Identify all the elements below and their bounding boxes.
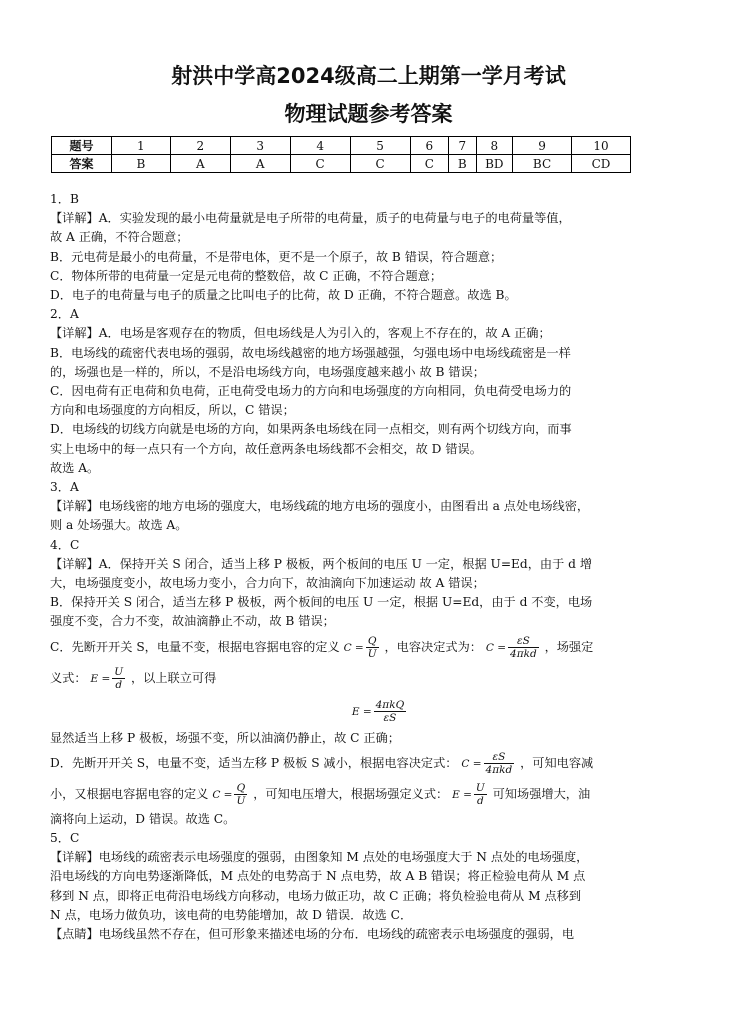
explanation-line-with-formulas [50, 748, 690, 779]
text-segment: 可知场强增大，油 [492, 786, 591, 801]
explanation-line: 【详解】A．实验发现的最小电荷量就是电子所带的电荷量，质子的电荷量与电子的电荷量等值， [50, 211, 571, 226]
formula-label: C = [461, 757, 482, 770]
page-subtitle: 物理试题参考答案 [284, 102, 453, 126]
fraction-field-definition [474, 782, 487, 807]
answer-cell: C [350, 155, 410, 173]
answer-cell: CD [572, 155, 631, 173]
text-segment: ，场强定 [544, 639, 594, 654]
text-segment: ，以上联立可得 [130, 670, 217, 685]
explanation-line-with-formulas [50, 779, 690, 810]
answer-cell: B [111, 155, 170, 173]
formula-label: C = [212, 788, 233, 801]
explanation-line: 则 a 处场强大。故选 A。 [50, 518, 188, 533]
explanation-line: D．电子的电荷量与电子的质量之比叫电子的比荷，故 D 正确，不符合题意。故选 B。 [50, 288, 517, 303]
number-cell: 9 [513, 137, 572, 155]
explanation-line: 方向和电场强度的方向相反，所以，C 错误； [50, 403, 295, 418]
explanation-line: 移到 N 点，即将正电荷沿电场线方向移动，电场力做正功，故 C 正确；将负检验电荷从 M 点移到 [50, 888, 582, 903]
explanation-line: C．物体所带的电荷量一定是元电荷的整数倍，故 C 正确，不符合题意； [50, 268, 443, 283]
fraction-numerator: Q [366, 635, 379, 648]
explanation-line: 滴将向上运动，D 错误。故选 C。 [50, 811, 236, 826]
page-title: 射洪中学高2024级高二上期第一学月考试 [171, 64, 566, 88]
explanation-line: B．保持开关 S 闭合，适当左移 P 极板，两个板间的电压 U 一定，根据 U=Ed，由于 d 不变，电场 [50, 595, 593, 610]
question-heading: 2．A [50, 307, 79, 322]
answer-cell: B [449, 155, 476, 173]
explanation-line: 故 A 正确，不符合题意； [50, 230, 189, 245]
text-segment: ，可知电容减 [520, 755, 594, 770]
formula-label: C = [343, 641, 364, 654]
fraction-denominator: U [236, 794, 246, 807]
fraction-denominator: 4πkd [485, 763, 513, 776]
text-segment: 义式： [50, 670, 87, 685]
number-cell: 8 [476, 137, 513, 155]
fraction-numerator: U [114, 665, 124, 678]
answer-cell: BC [513, 155, 572, 173]
fraction-numerator: εS [484, 751, 515, 764]
explanation-line-with-formulas [50, 632, 690, 663]
explanation-line: C．因电荷有正电荷和负电荷，正电荷受电场力的方向和电场强度的方向相同，负电荷受电场力的 [50, 384, 572, 399]
fraction-numerator: Q [234, 782, 247, 795]
explanation-line: 【点睛】电场线虽然不存在，但可形象来描述电场的分布．电场线的疏密表示电场强度的强弱，电 [50, 927, 575, 942]
explanation-line: 沿电场线的方向电势逐渐降低，M 点处的电势高于 N 点电势，故 A B 错误；将正检验电荷从 M 点 [50, 869, 586, 884]
row-label-number: 题号 [52, 137, 112, 155]
explanation-line: B．电场线的疏密代表电场的强弱，故电场线越密的地方场强越强，匀强电场中电场线疏密是一样 [50, 345, 571, 360]
row-label-answer: 答案 [52, 155, 112, 173]
fraction-numerator: 4πkQ [375, 698, 405, 711]
text-segment: ，可知电压增大，根据场强定义式： [253, 786, 449, 801]
explanation-line: 【详解】电场线密的地方电场的强度大，电场线疏的地方电场的强度小，由图看出 a 点处电场线密， [50, 499, 590, 514]
formula-label: E = [351, 705, 372, 718]
answer-explanations [50, 190, 690, 944]
display-equation [50, 694, 690, 729]
fraction-field-result [374, 699, 407, 724]
text-segment: 小，又根据电容据电容的定义 [50, 786, 209, 801]
formula-label: E = [452, 788, 472, 801]
text-segment: D．先断开开关 S，电量不变，适当左移 P 极板 S 减小，根据电容决定式： [50, 755, 458, 770]
explanation-line: 【详解】电场线的疏密表示电场强度的强弱，由图象知 M 点处的电场强度大于 N 点处的电场强度， [50, 850, 589, 865]
formula-label: C = [485, 641, 507, 654]
number-cell: 4 [290, 137, 350, 155]
number-cell: 3 [230, 137, 290, 155]
number-cell: 10 [572, 137, 631, 155]
explanation-line: N 点，电场力做负功，该电荷的电势能增加，故 D 错误．故选 C． [50, 907, 413, 922]
answer-table-number-row [52, 137, 631, 155]
fraction-denominator: U [367, 647, 377, 660]
question-heading: 3．A [50, 480, 79, 495]
text-segment: ，电容决定式为： [384, 639, 482, 654]
answer-table [51, 136, 631, 173]
answer-cell: C [290, 155, 350, 173]
fraction-denominator: d [115, 678, 123, 691]
answer-cell: A [230, 155, 290, 173]
question-heading: 4．C [50, 537, 80, 552]
explanation-line: 实上电场中的每一点只有一个方向，故任意两条电场线都不会相交，故 D 错误。 [50, 441, 482, 456]
explanation-line: 【详解】A．保持开关 S 闭合，适当上移 P 极板，两个板间的电压 U 一定，根据 U=Ed，由于 d 增 [50, 556, 593, 571]
fraction-capacitance-determinant [508, 635, 539, 660]
answer-cell: C [410, 155, 449, 173]
explanation-line: 显然适当上移 P 极板，场强不变，所以油滴仍静止，故 C 正确； [50, 730, 400, 745]
explanation-line: B．元电荷是最小的电荷量，不是带电体，更不是一个原子，故 B 错误，符合题意； [50, 249, 503, 264]
fraction-numerator: U [475, 781, 485, 794]
answer-cell: BD [476, 155, 513, 173]
number-cell: 7 [449, 137, 476, 155]
explanation-line: 【详解】A．电场是客观存在的物质，但电场线是人为引入的，客观上不存在的，故 A 正确； [50, 326, 551, 341]
fraction-capacitance-definition [234, 782, 247, 807]
fraction-numerator: εS [508, 635, 539, 648]
explanation-line: 故选 A。 [50, 460, 100, 475]
number-cell: 6 [410, 137, 449, 155]
answer-cell: A [170, 155, 230, 173]
number-cell: 1 [111, 137, 170, 155]
explanation-line: 的，场强也是一样的，所以，不是沿电场线方向，电场强度越来越小 故 B 错误； [50, 364, 485, 379]
fraction-denominator: 4πkd [510, 647, 537, 660]
text-segment: C．先断开开关 S，电量不变，根据电容据电容的定义 [50, 639, 340, 654]
fraction-denominator: εS [383, 711, 397, 724]
number-cell: 5 [350, 137, 410, 155]
question-heading: 5．C [50, 831, 80, 846]
fraction-field-definition [112, 666, 125, 691]
fraction-capacitance-definition [366, 635, 379, 660]
fraction-denominator: d [476, 794, 484, 807]
explanation-line: 强度不变，合力不变，故油滴静止不动，故 B 错误； [50, 614, 335, 629]
explanation-line-with-formulas [50, 663, 690, 694]
formula-label: E = [90, 672, 111, 685]
question-heading: 1．B [50, 192, 79, 206]
fraction-capacitance-determinant [484, 751, 515, 776]
explanation-line: D．电场线的切线方向就是电场的方向，如果两条电场线在同一点相交，则有两个切线方向，而事 [50, 422, 572, 437]
explanation-line: 大，电场强度变小，故电场力变小，合力向下，故油滴向下加速运动 故 A 错误； [50, 576, 485, 591]
answer-table-answer-row [52, 155, 631, 173]
number-cell: 2 [170, 137, 230, 155]
